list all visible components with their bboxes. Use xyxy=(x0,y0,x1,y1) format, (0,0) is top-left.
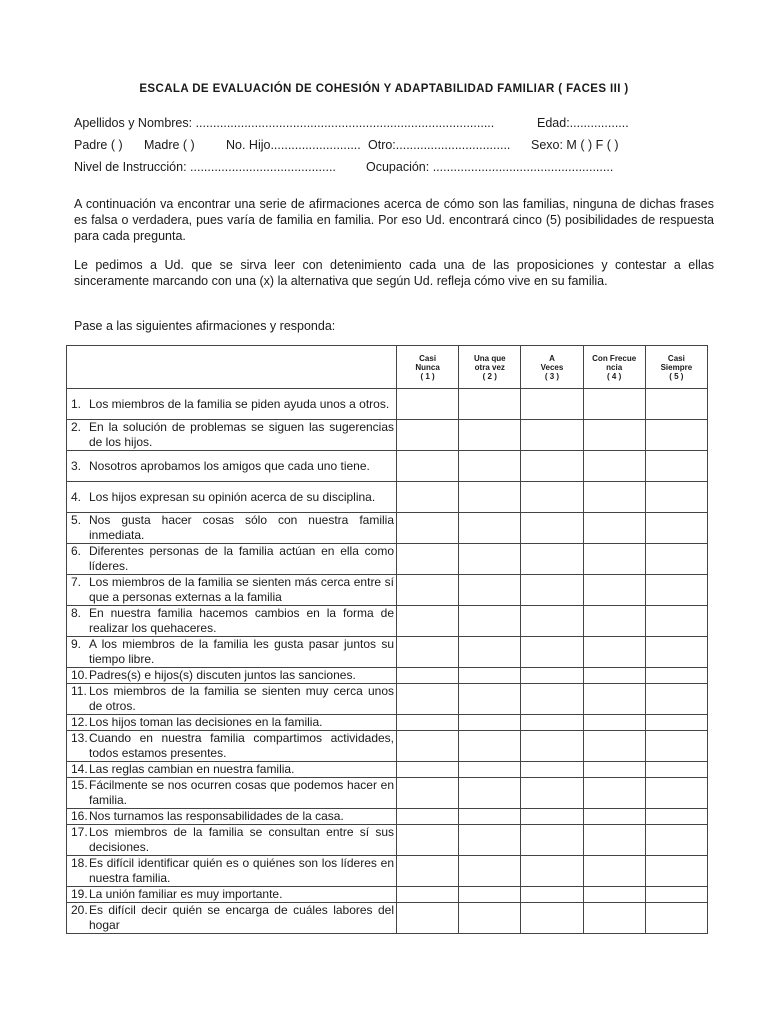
item-number: 14. xyxy=(71,762,88,776)
answer-cell-option-2[interactable] xyxy=(459,715,521,731)
instructions-paragraph-1: A continuación va encontrar una serie de afirmaciones acerca de cómo son las familias, ninguna de dichas frases es falsa o verdadera, pues varía de familia en familia. Por eso Ud. encontrará cinco (5) posibilidades de respuesta para cada pregunta. xyxy=(74,197,714,243)
item-number: 18. xyxy=(71,856,88,870)
item-text: Los miembros de la familia se sienten más cerca entre sí que a personas externas a la familia xyxy=(89,575,394,604)
table-row xyxy=(67,606,708,637)
table-header-row xyxy=(67,346,708,389)
header-option-1: Casi Nunca ( 1 ) xyxy=(397,346,459,389)
answer-cell-option-3[interactable] xyxy=(521,513,583,544)
item-number: 1. xyxy=(71,396,82,411)
answer-cell-option-5[interactable] xyxy=(645,668,707,684)
answer-cell-option-5[interactable] xyxy=(645,809,707,825)
list-item xyxy=(71,637,394,667)
item-number: 15. xyxy=(71,778,88,792)
item-text: Es difícil identificar quién es o quiénes son los líderes en nuestra familia. xyxy=(89,856,394,885)
item-statement xyxy=(67,544,397,575)
answer-cell-option-4[interactable] xyxy=(583,575,645,606)
answer-cell-option-4[interactable] xyxy=(583,778,645,809)
header-option-5: Casi Siempre ( 5 ) xyxy=(645,346,707,389)
item-text: Nos gusta hacer cosas sólo con nuestra familia inmediata. xyxy=(89,513,394,542)
item-text: Diferentes personas de la familia actúan en ella como líderes. xyxy=(89,544,394,573)
answer-cell-option-1[interactable] xyxy=(397,513,459,544)
answer-cell-option-2[interactable] xyxy=(459,389,521,420)
item-statement xyxy=(67,482,397,513)
item-text: Los miembros de la familia se sienten muy cerca unos de otros. xyxy=(89,684,394,713)
answer-cell-option-5[interactable] xyxy=(645,731,707,762)
answer-cell-option-5[interactable] xyxy=(645,762,707,778)
answer-cell-option-3[interactable] xyxy=(521,389,583,420)
answer-cell-option-2[interactable] xyxy=(459,887,521,903)
list-item xyxy=(71,684,394,714)
item-number: 12. xyxy=(71,715,88,729)
table-row xyxy=(67,903,708,934)
item-statement xyxy=(67,856,397,887)
answer-cell-option-1[interactable] xyxy=(397,825,459,856)
item-number: 8. xyxy=(71,606,82,620)
answer-cell-option-3[interactable] xyxy=(521,715,583,731)
item-text: Los hijos expresan su opinión acerca de su disciplina. xyxy=(89,489,376,504)
answer-cell-option-5[interactable] xyxy=(645,482,707,513)
answer-cell-option-3[interactable] xyxy=(521,903,583,934)
item-statement xyxy=(67,762,397,778)
answer-cell-option-2[interactable] xyxy=(459,684,521,715)
table-row xyxy=(67,731,708,762)
list-item xyxy=(71,490,394,505)
answer-cell-option-4[interactable] xyxy=(583,715,645,731)
answer-cell-option-2[interactable] xyxy=(459,903,521,934)
answer-cell-option-2[interactable] xyxy=(459,420,521,451)
answer-cell-option-4[interactable] xyxy=(583,762,645,778)
answer-cell-option-5[interactable] xyxy=(645,544,707,575)
answer-cell-option-1[interactable] xyxy=(397,887,459,903)
answer-cell-option-2[interactable] xyxy=(459,668,521,684)
answer-cell-option-2[interactable] xyxy=(459,451,521,482)
answer-cell-option-1[interactable] xyxy=(397,715,459,731)
header-option-4: Con Frecuencia ( 4 ) xyxy=(583,346,645,389)
hijo-field[interactable]: No. Hijo.......................... xyxy=(226,138,361,152)
table-row xyxy=(67,668,708,684)
answer-cell-option-5[interactable] xyxy=(645,575,707,606)
list-item xyxy=(71,715,394,730)
answer-cell-option-3[interactable] xyxy=(521,856,583,887)
answer-cell-option-4[interactable] xyxy=(583,731,645,762)
answer-cell-option-4[interactable] xyxy=(583,903,645,934)
item-statement xyxy=(67,575,397,606)
item-number: 9. xyxy=(71,637,82,651)
table-row xyxy=(67,887,708,903)
item-statement xyxy=(67,903,397,934)
item-text: En la solución de problemas se siguen las sugerencias de los hijos. xyxy=(89,420,394,449)
answer-cell-option-3[interactable] xyxy=(521,809,583,825)
item-statement xyxy=(67,606,397,637)
item-text: Fácilmente se nos ocurren cosas que podemos hacer en familia. xyxy=(89,778,394,807)
answer-cell-option-4[interactable] xyxy=(583,856,645,887)
answer-cell-option-5[interactable] xyxy=(645,903,707,934)
item-text: Padres(s) e hijos(s) discuten juntos las sanciones. xyxy=(89,668,356,682)
instructions-paragraph-3: Pase a las siguientes afirmaciones y responda: xyxy=(74,319,336,333)
table-row xyxy=(67,825,708,856)
answer-cell-option-3[interactable] xyxy=(521,544,583,575)
list-item xyxy=(71,809,394,824)
list-item xyxy=(71,397,394,412)
answer-cell-option-1[interactable] xyxy=(397,668,459,684)
answer-cell-option-3[interactable] xyxy=(521,575,583,606)
answer-cell-option-5[interactable] xyxy=(645,778,707,809)
items-body xyxy=(67,389,708,934)
answer-cell-option-3[interactable] xyxy=(521,451,583,482)
item-text: Los hijos toman las decisiones en la familia. xyxy=(89,715,323,729)
list-item xyxy=(71,778,394,808)
answer-cell-option-4[interactable] xyxy=(583,482,645,513)
answer-cell-option-4[interactable] xyxy=(583,513,645,544)
answer-cell-option-3[interactable] xyxy=(521,606,583,637)
answer-cell-option-1[interactable] xyxy=(397,420,459,451)
list-item xyxy=(71,513,394,543)
answer-cell-option-4[interactable] xyxy=(583,825,645,856)
answer-cell-option-2[interactable] xyxy=(459,856,521,887)
table-row xyxy=(67,762,708,778)
item-statement xyxy=(67,451,397,482)
answer-cell-option-5[interactable] xyxy=(645,513,707,544)
answer-cell-option-1[interactable] xyxy=(397,451,459,482)
answer-cell-option-5[interactable] xyxy=(645,715,707,731)
item-statement xyxy=(67,887,397,903)
table-row xyxy=(67,637,708,668)
apellidos-field[interactable]: Apellidos y Nombres: ...................................................................................... xyxy=(74,116,495,130)
sexo-field[interactable]: Sexo: M ( ) F ( ) xyxy=(531,138,619,152)
list-item xyxy=(71,887,394,902)
answer-cell-option-4[interactable] xyxy=(583,606,645,637)
answer-cell-option-3[interactable] xyxy=(521,731,583,762)
answer-cell-option-5[interactable] xyxy=(645,420,707,451)
answer-cell-option-1[interactable] xyxy=(397,731,459,762)
answer-cell-option-3[interactable] xyxy=(521,762,583,778)
answer-cell-option-4[interactable] xyxy=(583,668,645,684)
item-statement xyxy=(67,778,397,809)
table-row xyxy=(67,778,708,809)
item-text: En nuestra familia hacemos cambios en la forma de realizar los quehaceres. xyxy=(89,606,394,635)
document-title: ESCALA DE EVALUACIÓN DE COHESIÓN Y ADAPTABILIDAD FAMILIAR ( FACES III ) xyxy=(139,83,629,95)
answer-cell-option-5[interactable] xyxy=(645,606,707,637)
answer-cell-option-4[interactable] xyxy=(583,637,645,668)
item-number: 13. xyxy=(71,731,88,745)
table-row xyxy=(67,513,708,544)
answer-cell-option-2[interactable] xyxy=(459,606,521,637)
item-number: 4. xyxy=(71,489,82,504)
answer-cell-option-3[interactable] xyxy=(521,668,583,684)
list-item xyxy=(71,825,394,855)
item-statement xyxy=(67,825,397,856)
answer-cell-option-5[interactable] xyxy=(645,451,707,482)
item-number: 10. xyxy=(71,668,88,682)
list-item xyxy=(71,575,394,605)
item-text: A los miembros de la familia les gusta pasar juntos su tiempo libre. xyxy=(89,637,394,666)
padre-checkbox[interactable]: Padre ( ) xyxy=(74,138,123,152)
item-statement xyxy=(67,389,397,420)
answer-cell-option-2[interactable] xyxy=(459,637,521,668)
item-text: Nosotros aprobamos los amigos que cada uno tiene. xyxy=(89,458,370,473)
otro-field[interactable]: Otro:................................. xyxy=(368,138,511,152)
edad-field[interactable]: Edad:................. xyxy=(537,116,629,130)
table-row xyxy=(67,715,708,731)
list-item xyxy=(71,459,394,474)
item-statement xyxy=(67,809,397,825)
item-number: 7. xyxy=(71,575,82,589)
answer-cell-option-4[interactable] xyxy=(583,887,645,903)
answer-cell-option-3[interactable] xyxy=(521,482,583,513)
answer-cell-option-3[interactable] xyxy=(521,684,583,715)
table-row xyxy=(67,856,708,887)
answer-cell-option-3[interactable] xyxy=(521,420,583,451)
item-text: Es difícil decir quién se encarga de cuáles labores del hogar xyxy=(89,903,394,932)
answer-cell-option-2[interactable] xyxy=(459,544,521,575)
item-statement xyxy=(67,513,397,544)
answer-cell-option-4[interactable] xyxy=(583,451,645,482)
answer-cell-option-2[interactable] xyxy=(459,809,521,825)
item-number: 5. xyxy=(71,513,82,527)
item-text: La unión familiar es muy importante. xyxy=(89,887,283,901)
answer-cell-option-5[interactable] xyxy=(645,825,707,856)
answer-cell-option-1[interactable] xyxy=(397,544,459,575)
item-number: 16. xyxy=(71,809,88,823)
table-row xyxy=(67,809,708,825)
list-item xyxy=(71,606,394,636)
answer-cell-option-1[interactable] xyxy=(397,684,459,715)
table-row xyxy=(67,684,708,715)
item-statement xyxy=(67,715,397,731)
table-row xyxy=(67,482,708,513)
answer-cell-option-1[interactable] xyxy=(397,482,459,513)
answer-cell-option-1[interactable] xyxy=(397,606,459,637)
answer-cell-option-3[interactable] xyxy=(521,778,583,809)
answer-cell-option-1[interactable] xyxy=(397,809,459,825)
item-text: Las reglas cambian en nuestra familia. xyxy=(89,762,295,776)
answer-cell-option-4[interactable] xyxy=(583,420,645,451)
item-number: 11. xyxy=(71,684,87,698)
table-row xyxy=(67,575,708,606)
header-empty-cell xyxy=(67,346,397,389)
answer-cell-option-5[interactable] xyxy=(645,684,707,715)
answer-cell-option-4[interactable] xyxy=(583,544,645,575)
answer-cell-option-1[interactable] xyxy=(397,389,459,420)
answer-cell-option-1[interactable] xyxy=(397,762,459,778)
list-item xyxy=(71,903,394,933)
list-item xyxy=(71,762,394,777)
answer-cell-option-4[interactable] xyxy=(583,809,645,825)
list-item xyxy=(71,731,394,761)
list-item xyxy=(71,544,394,574)
item-statement xyxy=(67,420,397,451)
answer-cell-option-2[interactable] xyxy=(459,762,521,778)
answer-cell-option-2[interactable] xyxy=(459,575,521,606)
item-statement xyxy=(67,731,397,762)
answer-cell-option-5[interactable] xyxy=(645,389,707,420)
answer-cell-option-2[interactable] xyxy=(459,825,521,856)
answer-cell-option-3[interactable] xyxy=(521,887,583,903)
item-text: Los miembros de la familia se consultan entre sí sus decisiones. xyxy=(89,825,394,854)
answer-cell-option-2[interactable] xyxy=(459,778,521,809)
answer-cell-option-3[interactable] xyxy=(521,825,583,856)
answer-cell-option-4[interactable] xyxy=(583,684,645,715)
ocupacion-field[interactable]: Ocupación: .................................................... xyxy=(366,160,614,174)
answer-cell-option-5[interactable] xyxy=(645,887,707,903)
item-statement xyxy=(67,637,397,668)
item-text: Los miembros de la familia se piden ayuda unos a otros. xyxy=(89,396,390,411)
madre-checkbox[interactable]: Madre ( ) xyxy=(144,138,195,152)
faces-table xyxy=(66,345,708,934)
item-number: 2. xyxy=(71,420,82,434)
header-option-2: Una que otra vez ( 2 ) xyxy=(459,346,521,389)
answer-cell-option-5[interactable] xyxy=(645,856,707,887)
item-text: Cuando en nuestra familia compartimos actividades, todos estamos presentes. xyxy=(89,731,394,760)
table-row xyxy=(67,451,708,482)
answer-cell-option-3[interactable] xyxy=(521,637,583,668)
item-statement xyxy=(67,668,397,684)
answer-cell-option-1[interactable] xyxy=(397,778,459,809)
list-item xyxy=(71,668,394,683)
item-number: 19. xyxy=(71,887,88,901)
answer-cell-option-2[interactable] xyxy=(459,482,521,513)
answer-cell-option-1[interactable] xyxy=(397,903,459,934)
table-row xyxy=(67,420,708,451)
item-text: Nos turnamos las responsabilidades de la casa. xyxy=(89,809,344,823)
answer-cell-option-1[interactable] xyxy=(397,575,459,606)
item-number: 6. xyxy=(71,544,82,558)
answer-cell-option-1[interactable] xyxy=(397,637,459,668)
nivel-field[interactable]: Nivel de Instrucción: .......................................... xyxy=(74,160,336,174)
item-statement xyxy=(67,684,397,715)
answer-cell-option-2[interactable] xyxy=(459,731,521,762)
answer-cell-option-1[interactable] xyxy=(397,856,459,887)
list-item xyxy=(71,856,394,886)
header-option-3: A Veces ( 3 ) xyxy=(521,346,583,389)
answer-cell-option-5[interactable] xyxy=(645,637,707,668)
table-row xyxy=(67,544,708,575)
item-number: 20. xyxy=(71,903,88,917)
table-row xyxy=(67,389,708,420)
answer-cell-option-4[interactable] xyxy=(583,389,645,420)
list-item xyxy=(71,420,394,450)
instructions-paragraph-2: Le pedimos a Ud. que se sirva leer con detenimiento cada una de las proposiciones y contestar a ellas sinceramente marcando con una (x) la alternativa que según Ud. refleja cómo vive en su familia. xyxy=(74,258,714,288)
item-number: 3. xyxy=(71,458,82,473)
item-number: 17. xyxy=(71,825,88,839)
answer-cell-option-2[interactable] xyxy=(459,513,521,544)
